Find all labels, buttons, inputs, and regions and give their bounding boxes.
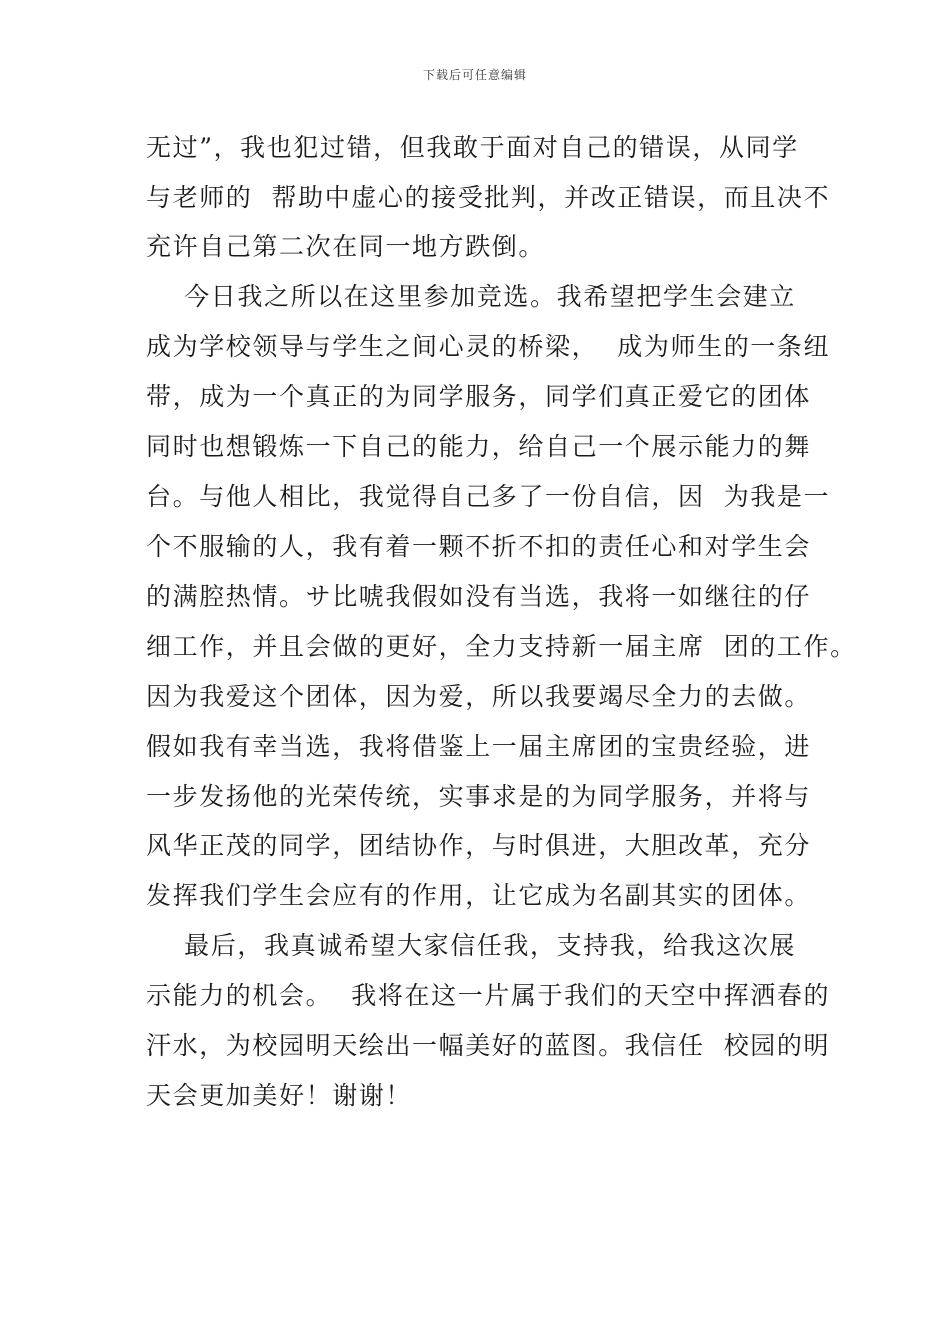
body-line: 天会更加美好！谢谢！ bbox=[146, 1081, 413, 1110]
body-line: 一步发扬他的光荣传统，实事求是的为同学服务，并将与 bbox=[146, 782, 812, 811]
body-line: 因为我爱这个团体，因为爱，所以我要竭尽全力的去做。 bbox=[146, 682, 812, 711]
body-line: 发挥我们学生会应有的作用，让它成为名副其实的团体。 bbox=[146, 881, 812, 910]
body-line: 细工作，并且会做的更好，全力支持新一届主席 团的工作。 bbox=[146, 632, 857, 661]
body-line: 带，成为一个真正的为同学服务，同学们真正爱它的团体 bbox=[146, 382, 812, 411]
body-line: 个不服输的人，我有着一颗不折不扣的责任心和对学生会 bbox=[146, 532, 812, 561]
body-line: 风华正茂的同学，团结协作，与时俱进，大胆改革，充分 bbox=[146, 831, 812, 860]
body-line: 与老师的 帮助中虚心的接受批判，并改正错误，而且决不 bbox=[146, 183, 831, 212]
body-line: 充许自己第二次在同一地方跌倒。 bbox=[146, 232, 546, 261]
body-line: 示能力的机会。 我将在这一片属于我们的天空中挥洒春的 bbox=[146, 981, 831, 1010]
header-note: 下载后可任意编辑 bbox=[422, 68, 527, 82]
body-line: 成为学校领导与学生之间心灵的桥梁， 成为师生的一条纽 bbox=[146, 332, 831, 361]
body-line: 无过”，我也犯过错，但我敢于面对自己的错误，从同学 bbox=[146, 133, 799, 162]
body-line: 假如我有幸当选，我将借鉴上一届主席团的宝贵经验，进 bbox=[146, 732, 812, 761]
body-line: 汗水，为校园明天绘出一幅美好的蓝图。我信任 校园的明 bbox=[146, 1031, 831, 1060]
body-line: 同时也想锻炼一下自己的能力，给自己一个展示能力的舞 bbox=[146, 432, 812, 461]
body-line: 的满腔热情。サ比唬我假如没有当选，我将一如继往的仔 bbox=[146, 582, 812, 611]
body-line: 最后，我真诚希望大家信任我，支持我，给我这次展 bbox=[146, 931, 796, 960]
body-line: 今日我之所以在这里参加竞选。我希望把学生会建立 bbox=[146, 282, 796, 311]
body-line: 台。与他人相比，我觉得自己多了一份自信，因 为我是一 bbox=[146, 482, 831, 511]
